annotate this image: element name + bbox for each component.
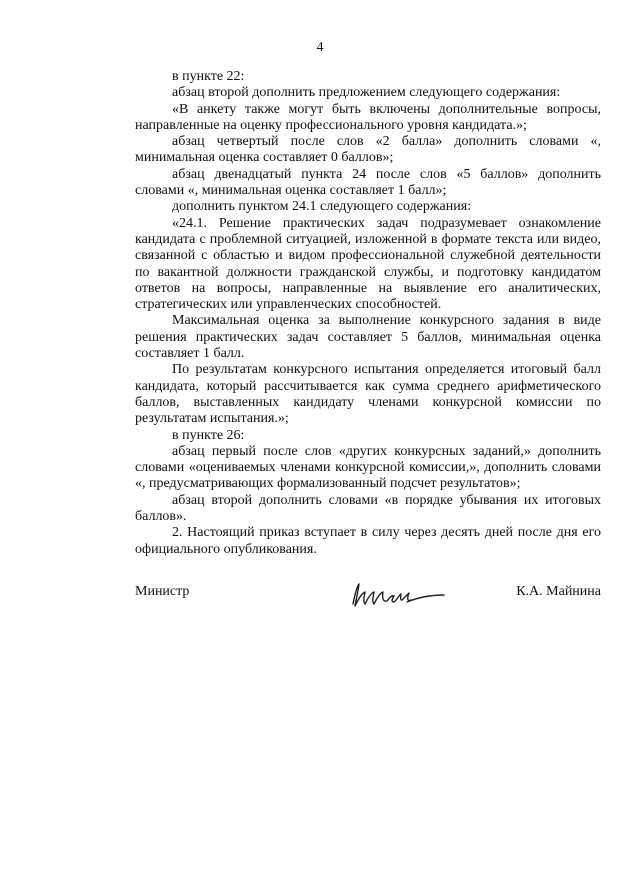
paragraph: в пункте 22: [172,69,245,84]
paragraph: в пункте 26: [172,427,245,443]
signer-name: К.А. Майнина [516,584,601,599]
paragraph: абзац второй дополнить предложением следующего содержания: [172,85,561,101]
paragraph: По результатам конкурсного испытания определяется итоговый балл кандидата, который рассчитывается как сумма среднего арифметического баллов, выставленных кандидату членами конкурсной комиссии по результатам испытания.»; [135,362,601,427]
paragraph: «В анкету также могут быть включены дополнительные вопросы, направленные на оценку профессионального уровня кандидата.»; [135,101,601,133]
paragraph: 2. Настоящий приказ вступает в силу через десять дней после дня его официального опубликования. [135,525,601,557]
paragraph: абзац четвертый после слов «2 балла» дополнить словами «, минимальная оценка составляет 0 баллов»; [135,134,601,166]
signature-block [135,578,601,618]
paragraph: «24.1. Решение практических задач подразумевает ознакомление кандидата с проблемной ситуацией, изложенной в формате текста или видео, связанной с областью и видом профессиональной служебной деятельности по вакантной должности гражданской службы, и подготовку кандидатом ответов на вопросы, направленные на выявление его аналитических, стратегических или управленческих способностей. [135,215,601,313]
page-number: 4 [316,40,324,55]
paragraph: абзац первый после слов «других конкурсных заданий,» дополнить словами «оцениваемых членами конкурсной комиссии,», дополнить словами «, предусматривающих формализованный подсчет результатов»; [135,443,601,492]
paragraph: дополнить пунктом 24.1 следующего содержания: [172,199,472,215]
signature-icon [347,578,447,614]
paragraph: абзац двенадцатый пункта 24 после слов «5 баллов» дополнить словами «, минимальная оценка составляет 1 балл»; [135,166,601,199]
signer-position: Министр [135,584,190,599]
paragraph: Максимальная оценка за выполнение конкурсного задания в виде решения практических задач составляет 5 баллов, минимальная оценка составляет 1 балл. [135,313,601,362]
document-body [135,69,601,558]
paragraph: абзац второй дополнить словами «в порядке убывания их итоговых баллов». [135,492,601,525]
